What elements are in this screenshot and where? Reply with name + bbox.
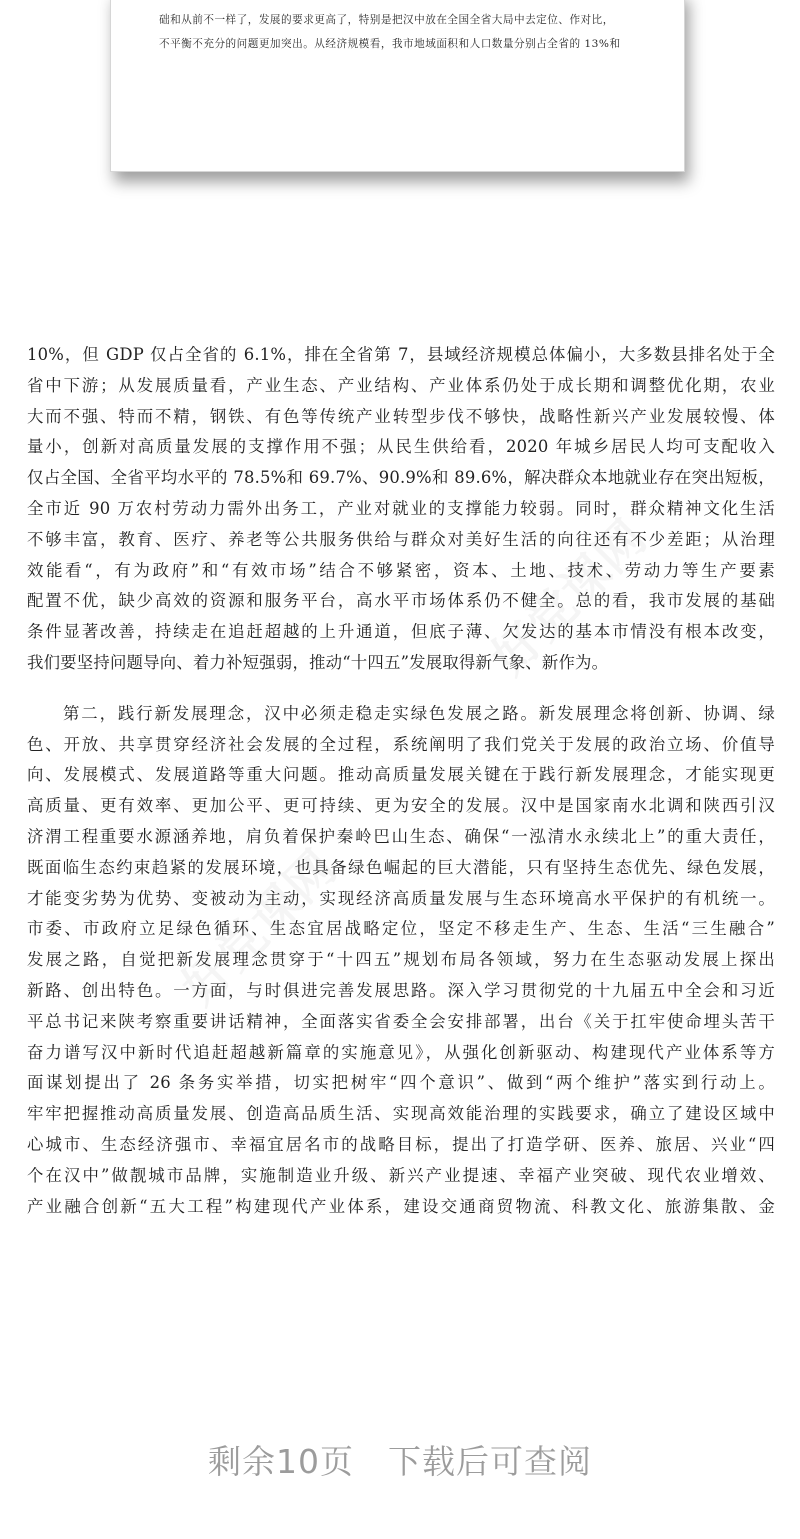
text-line: 面谋划提出了 26 条务实举措，切实把树牢“四个意识”、做到“两个维护”落实到行动上。: [27, 1073, 775, 1093]
preview-line: 础和从前不一样了，发展的要求更高了，特别是把汉中放在全国全省大局中去定位、作对比，: [159, 14, 614, 26]
text-line: 仅占全国、全省平均水平的 78.5%和 69.7%、90.9%和 89.6%，解决群众本地就业存在突出短板，: [27, 468, 775, 488]
text-line: 色、开放、共享贯穿经济社会发展的全过程，系统阐明了我们党关于发展的政治立场、价值导: [27, 734, 775, 754]
text-line: 高质量、更有效率、更加公平、更可持续、更为安全的发展。汉中是国家南水北调和陕西引汉: [27, 796, 775, 816]
preview-page-text: [159, 8, 639, 56]
preview-page-card: [110, 0, 685, 172]
text-line: 发展之路，自觉把新发展理念贯穿于“十四五”规划布局各领域，努力在生态驱动发展上探出: [27, 950, 775, 970]
download-hint-label: 下载后可查阅: [388, 1442, 592, 1481]
text-line: 大而不强、特而不精，钢铁、有色等传统产业转型步伐不够快，战略性新兴产业发展较慢、体: [27, 406, 775, 426]
text-line: 省中下游；从发展质量看，产业生态、产业结构、产业体系仍处于成长期和调整优化期，农业: [27, 375, 775, 395]
text-line: 新路、创出特色。一方面，与时俱进完善发展思路。深入学习贯彻党的十九届五中全会和习近: [27, 980, 775, 1000]
text-line: 不够丰富，教育、医疗、养老等公共服务供给与群众对美好生活的向往还有不少差距；从治理: [27, 529, 775, 549]
watermark: 好党课网: [481, 509, 657, 686]
document-body: [27, 340, 775, 1222]
paragraph-spacer: [27, 679, 775, 699]
text-line: 平总书记来陕考察重要讲话精神，全面落实省委全会安排部署，出台《关于扛牢使命埋头苦干: [27, 1011, 775, 1031]
text-line: 才能变劣势为优势、变被动为主动，实现经济高质量发展与生态环境高水平保护的有机统一。: [27, 888, 775, 908]
text-line: 10%，但 GDP 仅占全省的 6.1%，排在全省第 7，县域经济规模总体偏小，大多数县排名处于全: [27, 345, 775, 364]
text-line: 个在汉中”做靓城市品牌，实施制造业升级、新兴产业提速、幸福产业突破、现代农业增效、: [27, 1165, 775, 1185]
text-line: 第二，践行新发展理念，汉中必须走稳走实绿色发展之路。新发展理念将创新、协调、绿: [63, 703, 775, 723]
remaining-pages-label: 剩余10页: [208, 1442, 354, 1481]
paragraph-1: [27, 340, 775, 679]
text-line: 牢牢把握推动高质量发展、创造高品质生活、实现高效能治理的实践要求，确立了建设区域中: [27, 1104, 775, 1124]
text-line: 量小，创新对高质量发展的支撑作用不强；从民生供给看，2020 年城乡居民人均可支配收入: [27, 437, 775, 457]
text-line: 产业融合创新“五大工程”构建现代产业体系，建设交通商贸物流、科教文化、旅游集散、金: [27, 1196, 775, 1216]
text-line: 全市近 90 万农村劳动力需外出务工，产业对就业的支撑能力较弱。同时，群众精神文化生活: [27, 498, 775, 518]
text-line: 效能看“，有为政府”和“有效市场”结合不够紧密，资本、土地、技术、劳动力等生产要素: [27, 560, 775, 580]
text-line: 济渭工程重要水源涵养地，肩负着保护秦岭巴山生态、确保“一泓清水永续北上”的重大责任，: [27, 826, 775, 846]
paragraph-2: [27, 699, 775, 1223]
text-line: 市委、市政府立足绿色循环、生态宜居战略定位，坚定不移走生产、生态、生活“三生融合”: [27, 919, 775, 939]
text-line: 配置不优，缺少高效的资源和服务平台，高水平市场体系仍不健全。总的看，我市发展的基础: [27, 591, 775, 611]
download-to-view-notice[interactable]: [0, 1436, 800, 1483]
text-line: 心城市、生态经济强市、幸福宜居名市的战略目标，提出了打造学研、医养、旅居、兴业“四: [27, 1134, 775, 1154]
text-line: 奋力谱写汉中新时代追赶超越新篇章的实施意见》，从强化创新驱动、构建现代产业体系等方: [27, 1042, 775, 1062]
text-line: 条件显著改善，持续走在追赶超越的上升通道，但底子薄、欠发达的基本市情没有根本改变，: [27, 622, 775, 642]
text-line: 我们要坚持问题导向、着力补短强弱，推动“十四五”发展取得新气象、新作为。: [27, 652, 609, 672]
text-line: 向、发展模式、发展道路等重大问题。推动高质量发展关键在于践行新发展理念，才能实现更: [27, 765, 775, 785]
preview-line: 不平衡不充分的问题更加突出。从经济规模看，我市地域面积和人口数量分别占全省的 13%和: [159, 38, 621, 50]
watermark: 好党课网: [171, 839, 347, 1016]
text-line: 既面临生态约束趋紧的发展环境，也具备绿色崛起的巨大潜能，只有坚持生态优先、绿色发展，: [27, 857, 775, 877]
